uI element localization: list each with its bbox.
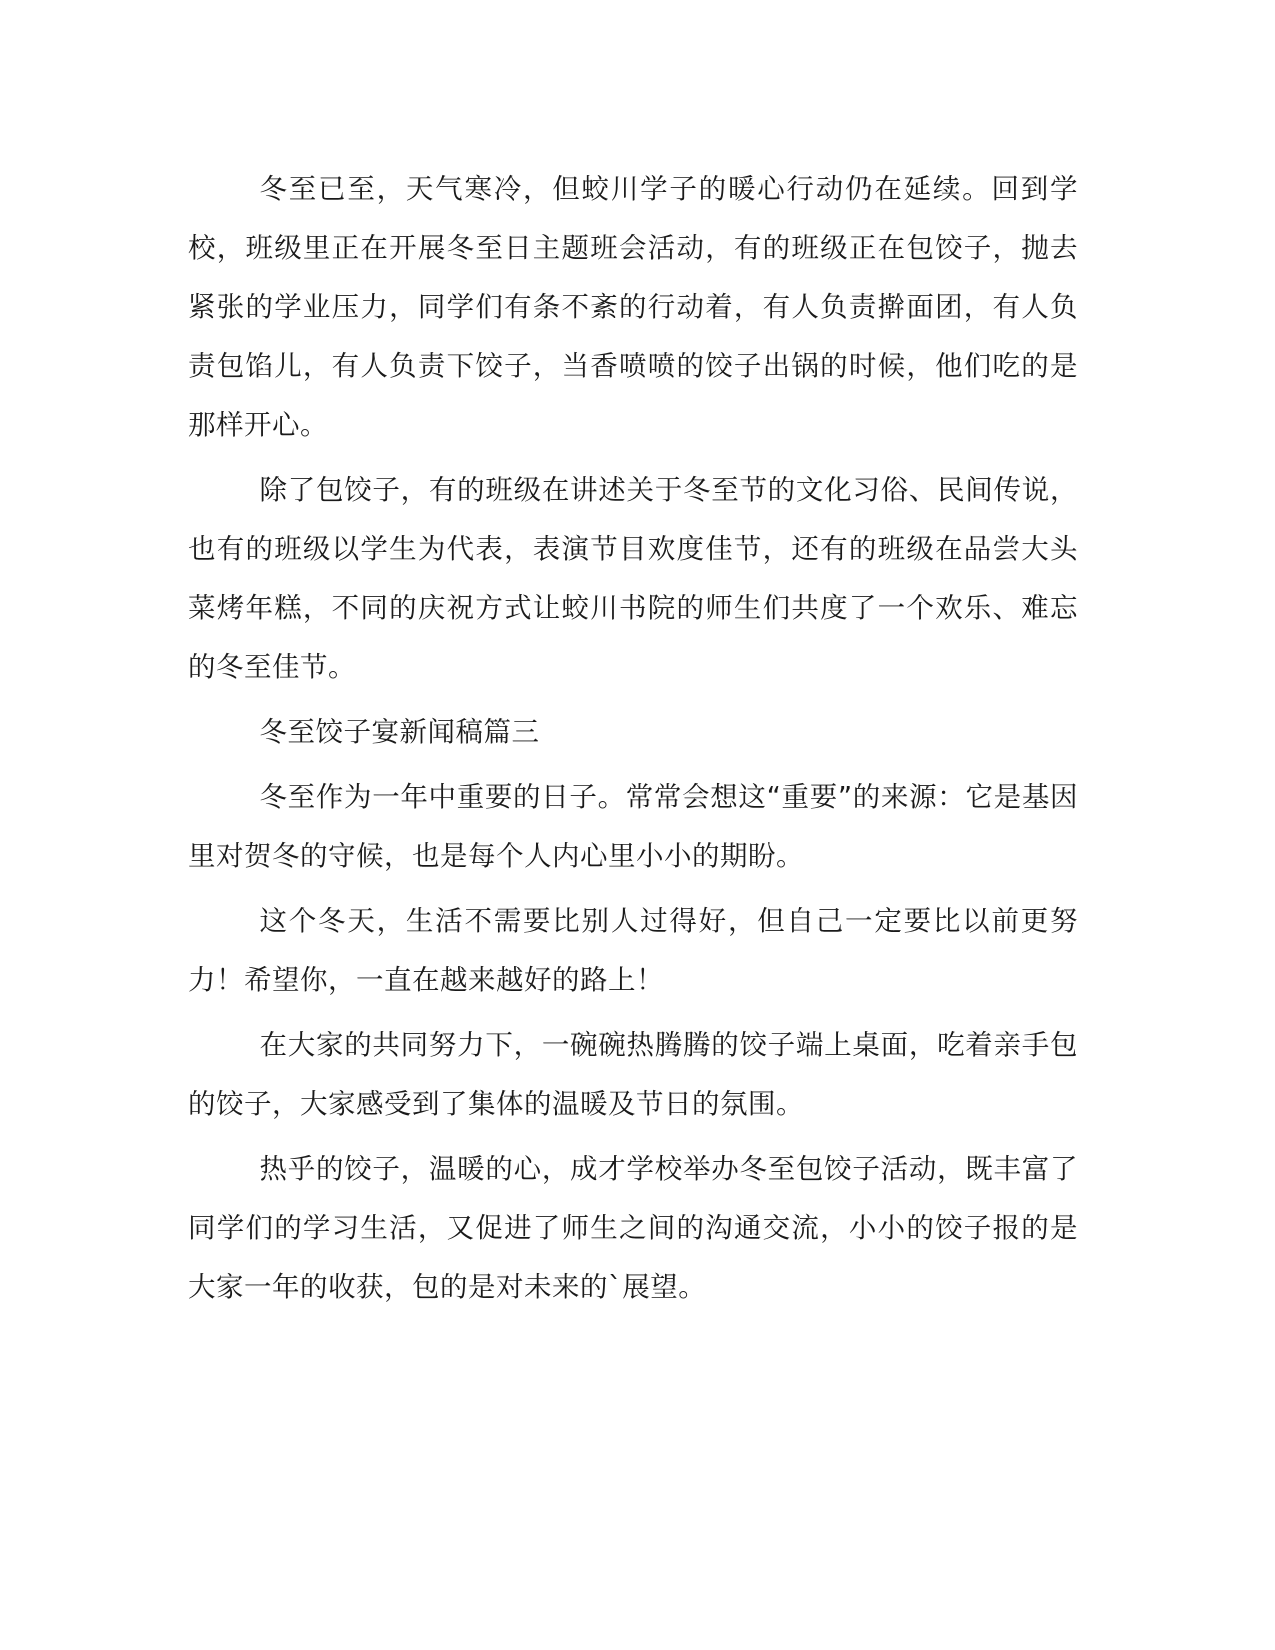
section-heading: 冬至饺子宴新闻稿篇三 bbox=[259, 716, 540, 748]
paragraph-5: 在大家的共同努力下，一碗碗热腾腾的饺子端上桌面，吃着亲手包的饺子，大家感受到了集体的温暖及节日的氛围。 bbox=[188, 1029, 1078, 1120]
paragraph-2: 除了包饺子，有的班级在讲述关于冬至节的文化习俗、民间传说，也有的班级以学生为代表，表演节目欢度佳节，还有的班级在品尝大头菜烤年糕，不同的庆祝方式让蛟川书院的师生们共度了一个欢乐、难忘的冬至佳节。 bbox=[188, 474, 1078, 683]
paragraph-3: 冬至作为一年中重要的日子。常常会想这“重要”的来源：它是基因里对贺冬的守候，也是每个人内心里小小的期盼。 bbox=[188, 781, 1078, 872]
paragraph-6: 热乎的饺子，温暖的心，成才学校举办冬至包饺子活动，既丰富了同学们的学习生活，又促进了师生之间的沟通交流，小小的饺子报的是大家一年的收获，包的是对未来的`展望。 bbox=[188, 1153, 1078, 1303]
paragraph-4: 这个冬天，生活不需要比别人过得好，但自己一定要比以前更努力！希望你，一直在越来越好的路上！ bbox=[188, 905, 1078, 996]
document-body bbox=[188, 160, 1078, 1323]
paragraph-1: 冬至已至，天气寒冷，但蛟川学子的暖心行动仍在延续。回到学校，班级里正在开展冬至日主题班会活动，有的班级正在包饺子，抛去紧张的学业压力，同学们有条不紊的行动着，有人负责擀面团，有人负责包馅儿，有人负责下饺子，当香喷喷的饺子出锅的时候，他们吃的是那样开心。 bbox=[188, 173, 1078, 441]
